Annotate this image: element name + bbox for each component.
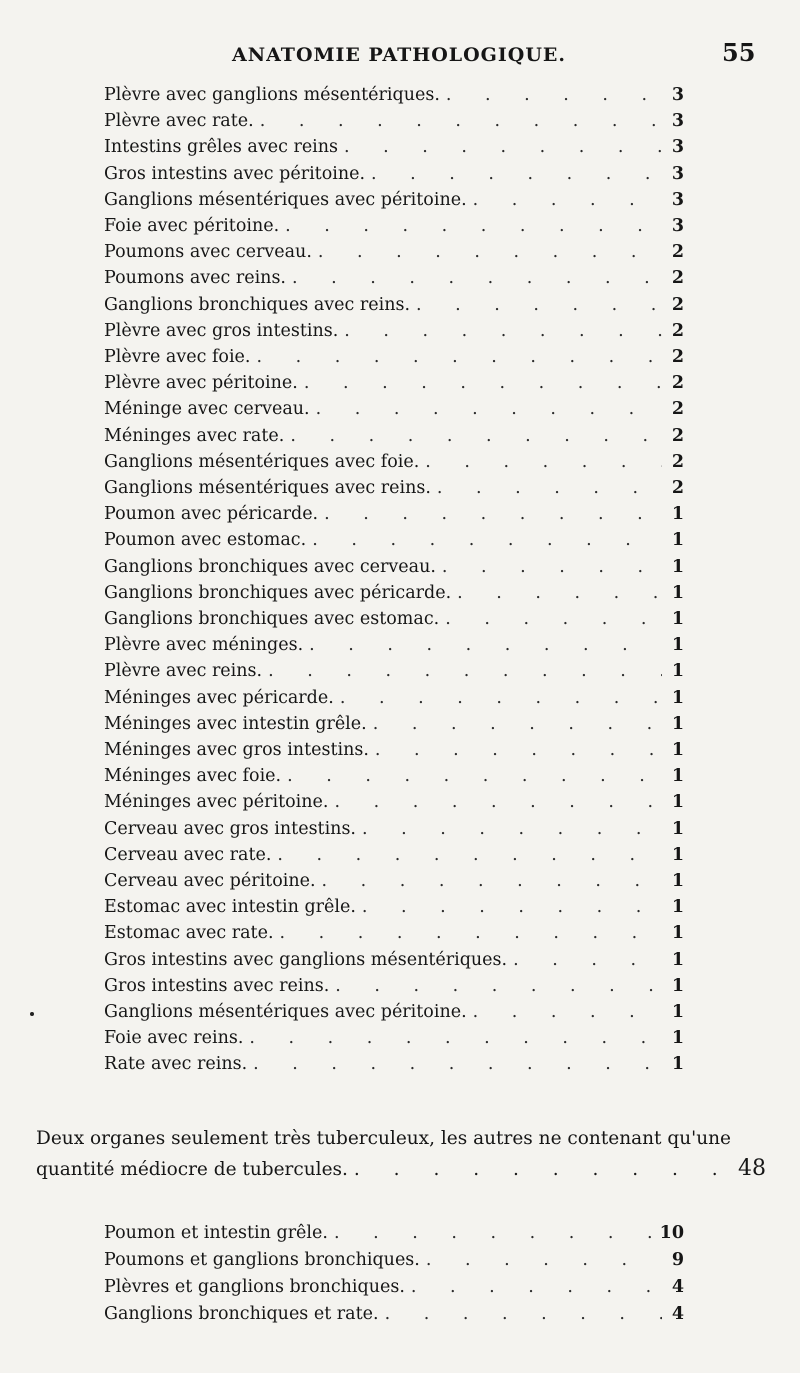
entry-count: 9 [671,1250,684,1270]
entry-label: Cerveau avec rate. [104,844,272,865]
dot-leader [304,370,662,397]
entry-count: 1 [671,949,684,970]
entry-count: 1 [671,582,684,603]
ink-speck [30,1012,34,1016]
entry-count: 1 [671,766,684,787]
list-item [104,999,684,1026]
list-item [104,920,684,947]
entry-label: Poumons et ganglions bronchiques. [104,1250,420,1270]
entry-count: 3 [671,137,684,158]
entry-count: 1 [671,635,684,656]
entry-count: 1 [671,844,684,865]
entry-label: Méninges avec rate. [104,425,285,446]
dot-leader [280,920,662,947]
dot-leader [290,423,662,450]
entry-count: 3 [671,111,684,132]
entry-label: Méninges avec péritoine. [104,792,329,813]
dot-leader [411,1274,662,1301]
list-item [104,894,684,921]
list-item [104,1274,684,1301]
entry-label: Méninge avec cerveau. [104,399,310,420]
entry-count: 1 [671,975,684,996]
entry-label: Rate avec reins. [104,1054,248,1075]
entry-count: 2 [671,478,684,498]
entry-label: Plèvre avec foie. [104,347,251,367]
paragraph-count: 48 [738,1156,766,1181]
list-item [104,711,684,738]
entry-label: Ganglions bronchiques avec péricarde. [104,582,452,603]
entry-label: Plèvre avec ganglions mésentériques. [104,85,440,105]
entry-label: Méninges avec foie. [104,766,282,787]
list-item [104,554,684,581]
list-item [104,344,684,371]
list-item [104,265,684,292]
list-item [104,1301,684,1328]
entry-count: 3 [671,216,684,236]
list-item [104,658,684,685]
entry-count: 3 [671,85,684,105]
list-item [104,632,684,659]
entry-label: Méninges avec gros intestins. [104,740,369,760]
entry-label: Gros intestins avec péritoine. [104,163,366,184]
dot-leader [335,973,662,1000]
entry-label: Méninges avec péricarde. [104,687,334,708]
entry-count: 2 [671,320,684,341]
list-item [104,1220,684,1247]
entry-label: Gros intestins avec reins. [104,975,330,996]
dot-leader [437,475,662,502]
list-item [104,396,684,423]
entry-label: Ganglions mésentériques avec péritoine. [104,189,467,210]
list-item [104,213,684,240]
paragraph-line-2-text: quantité médiocre de tubercules. [36,1159,348,1180]
entry-label: Intestins grêles avec reins [104,137,339,158]
list-item [104,292,684,319]
entry-count: 1 [671,661,684,682]
dot-leader [445,606,662,633]
entry-count: 1 [671,713,684,734]
entry-label: Plèvre avec gros intestins. [104,320,339,341]
entry-label: Ganglions mésentériques avec reins. [104,478,431,498]
entry-count: 1 [671,687,684,708]
dot-leader [334,789,662,816]
dot-leader [373,711,662,738]
list-item [104,868,684,895]
dot-leader [513,947,662,974]
list-item [104,475,684,502]
entry-count: 1 [671,504,684,525]
dot-leader [473,999,662,1026]
entry-label: Ganglions bronchiques avec reins. [104,294,411,315]
entry-count: 2 [671,451,684,472]
list-item [104,1247,684,1274]
dot-leader [385,1301,662,1328]
list-item [104,449,684,476]
list-item [104,789,684,816]
entry-count: 1 [671,740,684,760]
entry-label: Ganglions bronchiques avec cerveau. [104,556,436,577]
dot-leader [312,527,662,554]
dot-leader [457,580,662,607]
dot-leader [362,816,662,843]
dot-leader [292,265,662,292]
dot-leader [375,737,662,764]
entry-label: Plèvre avec reins. [104,661,263,682]
list-item [104,239,684,266]
dot-leader [371,161,662,188]
list-item [104,318,684,345]
dot-leader [256,344,662,371]
entry-count: 1 [671,897,684,918]
entry-count: 2 [671,242,684,263]
entry-count: 2 [671,425,684,446]
dot-leader [340,685,662,712]
list-item [104,423,684,450]
dot-leader [268,658,662,685]
dot-leader [324,501,662,528]
dot-leader [285,213,662,240]
list-item [104,685,684,712]
entry-count: 10 [659,1223,684,1243]
entry-label: Estomac avec intestin grêle. [104,897,356,918]
entry-label: Méninges avec intestin grêle. [104,713,367,734]
list-item [104,108,684,135]
entry-count: 1 [671,792,684,813]
summary-paragraph [36,1124,766,1185]
entry-count: 2 [671,268,684,289]
dot-leader [277,842,662,869]
entry-count: 2 [671,373,684,394]
entry-label: Ganglions mésentériques avec foie. [104,451,420,472]
entry-label: Poumon et intestin grêle. [104,1223,328,1243]
entry-label: Foie avec reins. [104,1028,244,1049]
dot-leader [416,292,662,319]
entry-count: 4 [671,1277,684,1297]
entry-count: 2 [671,399,684,420]
dot-leader [318,239,662,266]
paragraph-line-1: Deux organes seulement très tuberculeux, les autres ne contenant qu'une [36,1128,731,1149]
entry-count: 3 [671,163,684,184]
page-header [0,36,800,76]
entry-count: 1 [671,923,684,944]
paragraph-line-2 [36,1154,766,1185]
dot-leader [322,868,662,895]
entry-label: Estomac avec rate. [104,923,274,944]
dot-leader [316,396,662,423]
dot-leader [249,1025,662,1052]
entry-count: 3 [671,189,684,210]
list-item [104,580,684,607]
dot-leader [253,1051,662,1078]
running-title: ANATOMIE PATHOLOGIQUE. [232,44,567,66]
dot-leader [260,108,662,135]
dot-leader [344,134,662,161]
dot-leader [344,318,662,345]
entry-count: 1 [671,556,684,577]
list-item [104,501,684,528]
list-item [104,134,684,161]
entry-count: 1 [671,818,684,839]
entry-label: Ganglions bronchiques avec estomac. [104,609,440,629]
entry-count: 1 [671,1028,684,1049]
dot-leader [362,894,662,921]
list-item [104,763,684,790]
entry-label: Plèvre avec méninges. [104,635,304,656]
entry-label: Poumons avec cerveau. [104,242,312,263]
entry-count: 1 [671,1002,684,1022]
list-item [104,370,684,397]
dot-leader [426,1247,662,1274]
entry-count: 1 [671,530,684,551]
entry-count: 1 [671,1054,684,1075]
dot-leader [309,632,662,659]
entry-label: Cerveau avec péritoine. [104,871,316,891]
list-item [104,161,684,188]
entry-count: 2 [671,294,684,315]
entry-label: Ganglions mésentériques avec péritoine. [104,1002,467,1022]
entry-label: Cerveau avec gros intestins. [104,818,356,839]
entry-label: Ganglions bronchiques et rate. [104,1304,379,1324]
list-item [104,816,684,843]
dot-leader [334,1220,654,1247]
entry-label: Poumons avec reins. [104,268,286,289]
entry-label: Foie avec péritoine. [104,216,280,236]
dot-leader [287,763,662,790]
list-item [104,527,684,554]
entry-label: Plèvre avec rate. [104,111,254,132]
dot-leader [425,449,662,476]
entry-label: Plèvre avec péritoine. [104,373,298,394]
list-item [104,606,684,633]
entry-label: Gros intestins avec ganglions mésentériques. [104,949,508,970]
dot-leader [442,554,662,581]
dot-leader [473,187,662,214]
list-item [104,947,684,974]
entry-count: 1 [671,871,684,891]
list-item [104,1025,684,1052]
entry-label: Poumon avec estomac. [104,530,307,551]
list-item [104,842,684,869]
entry-count: 1 [671,609,684,629]
list-item [104,187,684,214]
entry-label: Poumon avec péricarde. [104,504,319,525]
list-item [104,1051,684,1078]
list-item [104,82,684,109]
dot-leader [354,1155,732,1185]
page-number: 55 [722,38,756,67]
entry-count: 2 [671,347,684,367]
list-item [104,737,684,764]
list-item [104,973,684,1000]
entry-label: Plèvres et ganglions bronchiques. [104,1277,405,1297]
entry-count: 4 [671,1304,684,1324]
dot-leader [446,82,662,109]
